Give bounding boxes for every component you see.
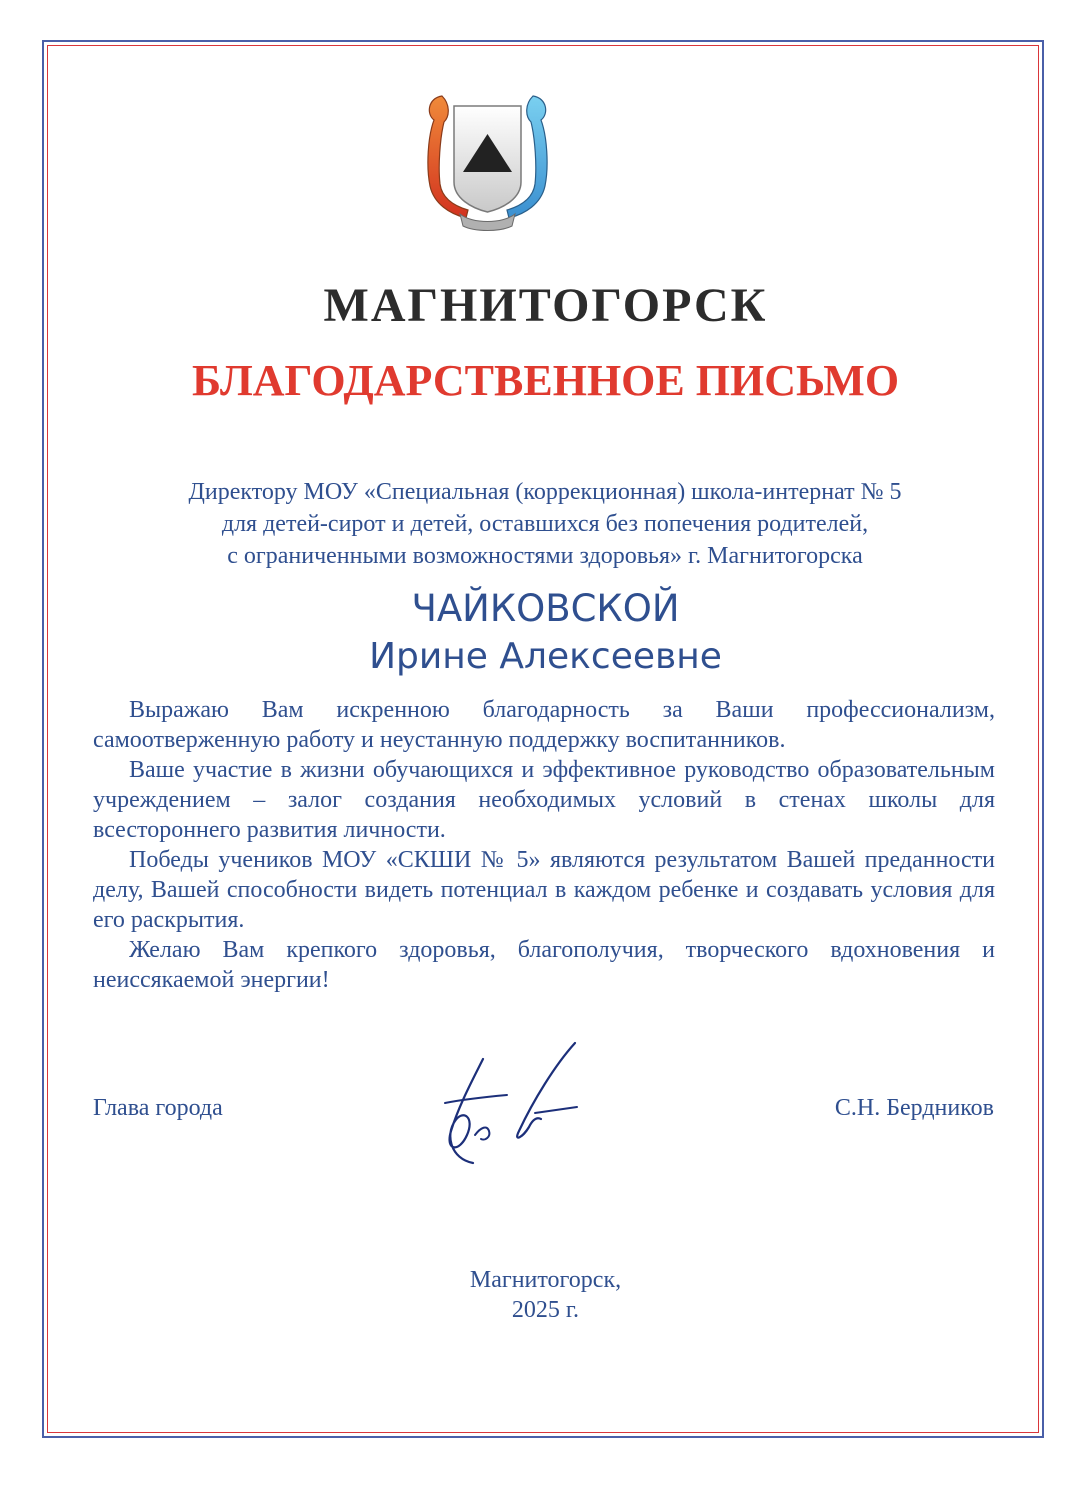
place-and-date: [0, 1265, 1091, 1325]
body-paragraph: Победы учеников МОУ «СКШИ № 5» являются результатом Вашей преданности делу, Вашей способности видеть потенциал в каждом ребенке и создавать условия для его раскрытия.: [93, 847, 995, 933]
body-paragraph: Ваше участие в жизни обучающихся и эффективное руководство образовательным учреждением – залог создания необходимых условий в стенах школы для всестороннего развития личности.: [93, 757, 995, 843]
city-name-heading: МАГНИТОГОРСК: [323, 279, 768, 332]
handwritten-signature-icon: [415, 1035, 590, 1185]
document-title: БЛАГОДАРСТВЕННОЕ ПИСЬМО: [191, 356, 900, 405]
addressee-block: [70, 476, 1020, 572]
body-paragraph: Выражаю Вам искренною благодарность за Ваши профессионализм, самоотверженную работу и неустанную поддержку воспитанников.: [93, 697, 995, 753]
recipient-given-names: Ирине Алексеевне: [369, 636, 722, 677]
body-paragraph: Желаю Вам крепкого здоровья, благополучия, творческого вдохновения и неиссякаемой энергии!: [93, 937, 995, 993]
place-name: Магнитогорск,: [469, 1267, 622, 1293]
recipient-surname: ЧАЙКОВСКОЙ: [411, 587, 680, 630]
year: 2025 г.: [511, 1297, 580, 1323]
addressee-line: Директору МОУ «Специальная (коррекционная) школа-интернат № 5: [188, 479, 902, 505]
city-coat-of-arms-icon: [420, 86, 555, 236]
signatory-role: Глава города: [93, 1095, 223, 1121]
letter-body: [93, 695, 995, 995]
signatory-name: С.Н. Бердников: [834, 1095, 994, 1121]
addressee-line: для детей-сирот и детей, оставшихся без попечения родителей,: [221, 511, 869, 537]
addressee-line: с ограниченными возможностями здоровья» г. Магнитогорска: [227, 543, 863, 569]
